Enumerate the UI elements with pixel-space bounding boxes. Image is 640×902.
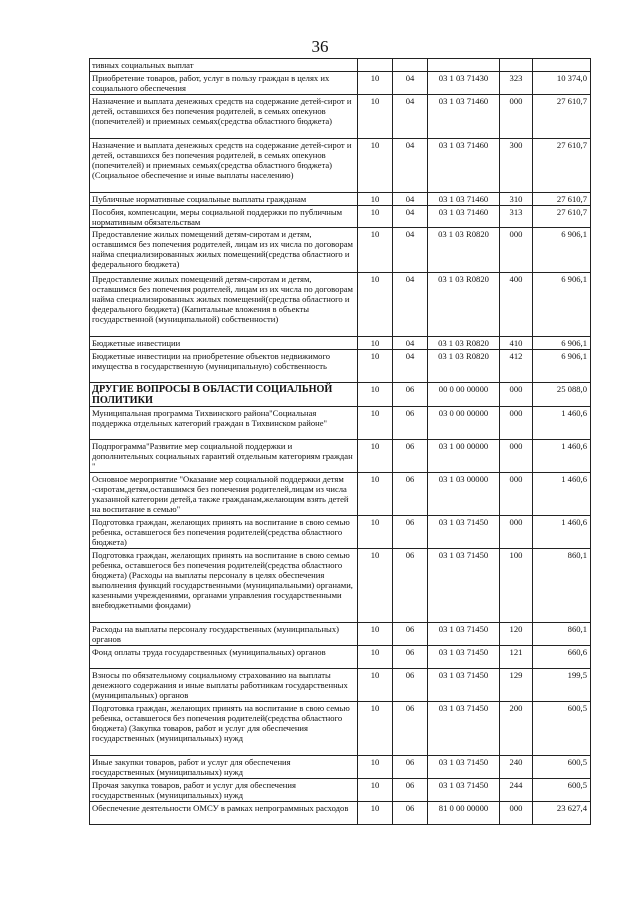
table-row [90, 669, 591, 702]
table-row [90, 383, 591, 407]
row-target-article-code: 03 1 03 71450 [428, 702, 500, 756]
row-section-code: 10 [358, 669, 393, 702]
row-section-code: 10 [358, 95, 393, 139]
row-section-code: 10 [358, 383, 393, 407]
row-subsection-code: 06 [393, 440, 428, 473]
row-amount: 600,5 [533, 779, 591, 802]
table-row [90, 139, 591, 193]
row-section-code: 10 [358, 228, 393, 273]
row-section-code: 10 [358, 440, 393, 473]
row-target-article-code: 03 1 03 71460 [428, 95, 500, 139]
row-description: Фонд оплаты труда государственных (муниципальных) органов [90, 646, 358, 669]
row-subsection-code: 04 [393, 228, 428, 273]
row-subsection-code: 04 [393, 273, 428, 337]
row-expense-type-code: 000 [500, 383, 533, 407]
row-target-article-code: 03 1 03 71460 [428, 193, 500, 206]
row-amount: 660,6 [533, 646, 591, 669]
row-amount: 600,5 [533, 756, 591, 779]
row-amount: 27 610,7 [533, 139, 591, 193]
row-section-code: 10 [358, 350, 393, 383]
table-row [90, 193, 591, 206]
row-target-article-code: 03 1 03 71450 [428, 646, 500, 669]
row-target-article-code: 03 1 03 R0820 [428, 273, 500, 337]
row-description: Пособия, компенсации, меры социальной поддержки по публичным нормативным обязательствам [90, 206, 358, 228]
row-description: Муниципальная программа Тихвинского района"Социальная поддержка отдельных категорий граждан в Тихвинском районе" [90, 407, 358, 440]
table-row [90, 206, 591, 228]
row-amount: 27 610,7 [533, 95, 591, 139]
row-section-code: 10 [358, 206, 393, 228]
row-target-article-code: 03 1 03 71450 [428, 549, 500, 623]
row-target-article-code [428, 59, 500, 72]
row-description: Подпрограмма"Развитие мер социальной поддержки и дополнительных социальных гарантий отдельным категориям граждан " [90, 440, 358, 473]
row-description: Предоставление жилых помещений детям-сиротам и детям, оставшимся без попечения родителей, лицам из их числа по договорам найма специализированных жилых помещений(средства областного и федерального бюджета) [90, 228, 358, 273]
row-expense-type-code: 000 [500, 473, 533, 516]
row-section-code: 10 [358, 407, 393, 440]
row-section-code: 10 [358, 756, 393, 779]
row-amount: 1 460,6 [533, 473, 591, 516]
table-row [90, 95, 591, 139]
row-description: тивных социальных выплат [90, 59, 358, 72]
row-description: Назначение и выплата денежных средств на содержание детей-сирот и детей, оставшихся без попечения родителей, в семьях опекунов (попечителей) и приемных семьях(средства областного бюджета) (Социальное обеспечение и иные выплаты населению) [90, 139, 358, 193]
row-amount: 860,1 [533, 549, 591, 623]
row-amount: 1 460,6 [533, 407, 591, 440]
row-description: Взносы по обязательному социальному страхованию на выплаты денежного содержания и иные выплаты работникам государственных (муниципальных) органов [90, 669, 358, 702]
row-expense-type-code: 313 [500, 206, 533, 228]
row-subsection-code: 04 [393, 350, 428, 383]
row-subsection-code: 06 [393, 407, 428, 440]
row-subsection-code [393, 59, 428, 72]
table-row [90, 273, 591, 337]
row-target-article-code: 81 0 00 00000 [428, 802, 500, 825]
row-description: Приобретение товаров, работ, услуг в пользу граждан в целях их социального обеспечения [90, 72, 358, 95]
row-expense-type-code: 120 [500, 623, 533, 646]
row-subsection-code: 06 [393, 702, 428, 756]
row-subsection-code: 06 [393, 646, 428, 669]
row-expense-type-code: 000 [500, 228, 533, 273]
row-amount: 199,5 [533, 669, 591, 702]
table-row [90, 549, 591, 623]
row-expense-type-code: 121 [500, 646, 533, 669]
row-amount: 6 906,1 [533, 228, 591, 273]
page-number: 36 [311, 37, 329, 56]
row-target-article-code: 03 1 03 71460 [428, 139, 500, 193]
table-row [90, 473, 591, 516]
row-amount: 6 906,1 [533, 273, 591, 337]
row-expense-type-code: 000 [500, 516, 533, 549]
row-expense-type-code: 323 [500, 72, 533, 95]
row-subsection-code: 06 [393, 779, 428, 802]
row-subsection-code: 04 [393, 337, 428, 350]
row-subsection-code: 06 [393, 549, 428, 623]
table-row [90, 228, 591, 273]
row-section-code: 10 [358, 337, 393, 350]
row-target-article-code: 03 0 00 00000 [428, 407, 500, 440]
row-expense-type-code [500, 59, 533, 72]
row-description: ДРУГИЕ ВОПРОСЫ В ОБЛАСТИ СОЦИАЛЬНОЙ ПОЛИТИКИ [90, 383, 358, 407]
row-target-article-code: 03 1 03 71450 [428, 756, 500, 779]
row-target-article-code: 03 1 03 71450 [428, 623, 500, 646]
row-expense-type-code: 000 [500, 95, 533, 139]
row-subsection-code: 06 [393, 669, 428, 702]
table-row [90, 59, 591, 72]
row-expense-type-code: 410 [500, 337, 533, 350]
row-expense-type-code: 244 [500, 779, 533, 802]
row-amount [533, 59, 591, 72]
row-section-code: 10 [358, 623, 393, 646]
row-expense-type-code: 200 [500, 702, 533, 756]
row-description: Подготовка граждан, желающих принять на воспитание в свою семью ребенка, оставшегося без попечения родителей(средства областного бюджета) [90, 516, 358, 549]
row-target-article-code: 03 1 03 71450 [428, 516, 500, 549]
row-target-article-code: 03 1 03 R0820 [428, 337, 500, 350]
table-row [90, 756, 591, 779]
row-amount: 27 610,7 [533, 206, 591, 228]
row-description: Бюджетные инвестиции на приобретение объектов недвижимого имущества в государственную (муниципальную) собственность [90, 350, 358, 383]
row-expense-type-code: 000 [500, 802, 533, 825]
row-subsection-code: 04 [393, 139, 428, 193]
row-description: Обеспечение деятельности ОМСУ в рамках непрограммных расходов [90, 802, 358, 825]
row-target-article-code: 03 1 03 R0820 [428, 350, 500, 383]
row-subsection-code: 04 [393, 72, 428, 95]
row-target-article-code: 03 1 00 00000 [428, 440, 500, 473]
row-section-code: 10 [358, 646, 393, 669]
row-target-article-code: 03 1 03 71450 [428, 779, 500, 802]
row-section-code: 10 [358, 139, 393, 193]
row-section-code: 10 [358, 516, 393, 549]
row-description: Предоставление жилых помещений детям-сиротам и детям, оставшимся без попечения родителей, лицам из их числа по договорам найма специализированных жилых помещений(средства областного и федерального бюджета) (Капитальные вложения в объекты государственной (муниципальной) собственности) [90, 273, 358, 337]
row-description: Назначение и выплата денежных средств на содержание детей-сирот и детей, оставшихся без попечения родителей, в семьях опекунов (попечителей) и приемных семьях(средства областного бюджета) [90, 95, 358, 139]
row-target-article-code: 03 1 03 71460 [428, 206, 500, 228]
row-subsection-code: 06 [393, 516, 428, 549]
row-expense-type-code: 000 [500, 407, 533, 440]
table-row [90, 802, 591, 825]
row-subsection-code: 06 [393, 623, 428, 646]
row-description: Основное мероприятие "Оказание мер социальной поддержки детям -сиротам,детям,оставшимся без попечения родителей,лицам из числа указанной категории детей,а также гражданам,желающим взять детей на воспитание в семью" [90, 473, 358, 516]
row-subsection-code: 04 [393, 193, 428, 206]
table-row [90, 779, 591, 802]
row-section-code: 10 [358, 473, 393, 516]
row-subsection-code: 06 [393, 473, 428, 516]
table-row [90, 407, 591, 440]
row-amount: 6 906,1 [533, 350, 591, 383]
row-subsection-code: 06 [393, 802, 428, 825]
row-amount: 860,1 [533, 623, 591, 646]
table-row [90, 646, 591, 669]
row-section-code [358, 59, 393, 72]
table-row [90, 337, 591, 350]
row-description: Подготовка граждан, желающих принять на воспитание в свою семью ребенка, оставшегося без попечения родителей(средства областного бюджета) (Закупка товаров, работ и услуг для обеспечения государственных (муниципальных) нужд [90, 702, 358, 756]
row-description: Расходы на выплаты персоналу государственных (муниципальных) органов [90, 623, 358, 646]
row-description: Иные закупки товаров, работ и услуг для обеспечения государственных (муниципальных) нужд [90, 756, 358, 779]
row-description: Подготовка граждан, желающих принять на воспитание в свою семью ребенка, оставшегося без попечения родителей(средства областного бюджета) (Расходы на выплаты персоналу в целях обеспечения выполнения функций государственными (муниципальными) органами, казенными учреждениями, органами управления государственными внебюджетными фондами) [90, 549, 358, 623]
row-description: Публичные нормативные социальные выплаты гражданам [90, 193, 358, 206]
table-row [90, 440, 591, 473]
row-section-code: 10 [358, 779, 393, 802]
row-expense-type-code: 100 [500, 549, 533, 623]
table-row [90, 516, 591, 549]
row-expense-type-code: 000 [500, 440, 533, 473]
row-subsection-code: 04 [393, 206, 428, 228]
row-expense-type-code: 129 [500, 669, 533, 702]
row-subsection-code: 06 [393, 383, 428, 407]
row-amount: 27 610,7 [533, 193, 591, 206]
row-section-code: 10 [358, 549, 393, 623]
row-expense-type-code: 400 [500, 273, 533, 337]
row-section-code: 10 [358, 702, 393, 756]
row-target-article-code: 03 1 03 71430 [428, 72, 500, 95]
budget-table-body [90, 59, 591, 825]
row-section-code: 10 [358, 193, 393, 206]
row-amount: 10 374,0 [533, 72, 591, 95]
row-amount: 6 906,1 [533, 337, 591, 350]
table-row [90, 72, 591, 95]
row-target-article-code: 03 1 03 00000 [428, 473, 500, 516]
row-amount: 1 460,6 [533, 440, 591, 473]
row-section-code: 10 [358, 72, 393, 95]
table-row [90, 350, 591, 383]
row-amount: 25 088,0 [533, 383, 591, 407]
table-row [90, 623, 591, 646]
row-target-article-code: 00 0 00 00000 [428, 383, 500, 407]
row-amount: 23 627,4 [533, 802, 591, 825]
table-row [90, 702, 591, 756]
row-target-article-code: 03 1 03 R0820 [428, 228, 500, 273]
row-amount: 1 460,6 [533, 516, 591, 549]
row-description: Прочая закупка товаров, работ и услуг для обеспечения государственных (муниципальных) нужд [90, 779, 358, 802]
budget-table [89, 58, 591, 825]
row-expense-type-code: 300 [500, 139, 533, 193]
row-subsection-code: 04 [393, 95, 428, 139]
row-expense-type-code: 310 [500, 193, 533, 206]
row-section-code: 10 [358, 802, 393, 825]
row-expense-type-code: 240 [500, 756, 533, 779]
row-target-article-code: 03 1 03 71450 [428, 669, 500, 702]
row-description: Бюджетные инвестиции [90, 337, 358, 350]
row-amount: 600,5 [533, 702, 591, 756]
row-subsection-code: 06 [393, 756, 428, 779]
row-expense-type-code: 412 [500, 350, 533, 383]
row-section-code: 10 [358, 273, 393, 337]
